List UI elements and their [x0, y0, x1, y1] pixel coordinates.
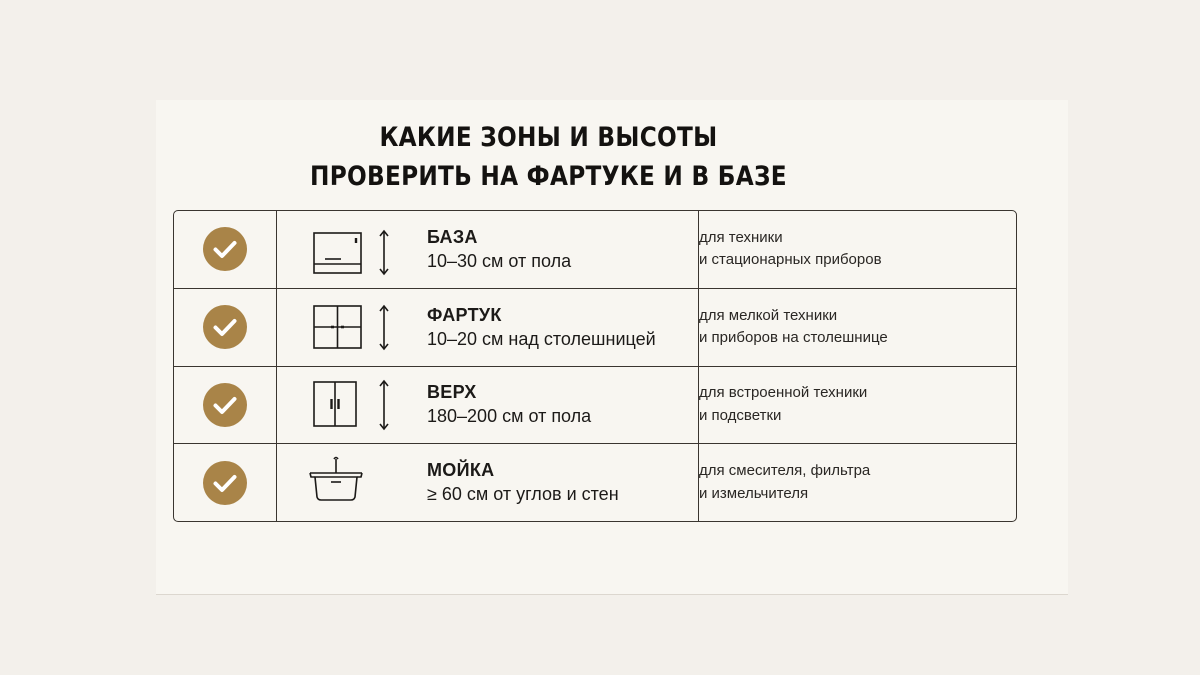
- zone-name: МОЙКА: [427, 460, 495, 481]
- check-icon: [203, 383, 247, 427]
- page-title: [77, 118, 1020, 196]
- note-line: для смесителя, фильтра: [699, 462, 871, 480]
- note-line: для мелкой техники: [699, 306, 838, 324]
- zone-range: ≥ 60 см от углов и стен: [427, 484, 619, 505]
- table-row: [174, 211, 1016, 289]
- zone-cell: [277, 289, 699, 367]
- zone-range: 10–20 см над столешницей: [427, 328, 656, 349]
- zone-cell: [277, 444, 699, 521]
- note-cell: [699, 289, 1016, 367]
- sink-icon: [277, 445, 427, 521]
- note-cell: [699, 211, 1016, 289]
- table-row: [174, 367, 1016, 445]
- check-cell: [174, 444, 277, 521]
- zone-name: ФАРТУК: [427, 304, 502, 325]
- zones-table: [173, 210, 1017, 522]
- table-row: [174, 289, 1016, 367]
- zone-cell: [277, 211, 699, 289]
- zone-name: БАЗА: [427, 226, 478, 247]
- check-icon: [203, 461, 247, 505]
- check-cell: [174, 211, 277, 289]
- zone-cell: [277, 367, 699, 445]
- table-row: [174, 444, 1016, 521]
- check-cell: [174, 289, 277, 367]
- note-line: для техники: [699, 228, 783, 246]
- base-cabinet-icon: [277, 211, 427, 287]
- check-icon: [203, 227, 247, 271]
- title-line-2: ПРОВЕРИТЬ НА ФАРТУКЕ И В БАЗЕ: [310, 161, 787, 192]
- note-line: и приборов на столешнице: [699, 329, 888, 347]
- backsplash-panel-icon: [277, 289, 427, 365]
- check-icon: [203, 305, 247, 349]
- check-cell: [174, 367, 277, 445]
- zone-name: ВЕРХ: [427, 382, 477, 403]
- note-line: для встроенной техники: [699, 384, 868, 402]
- note-line: и подсветки: [699, 406, 782, 424]
- zone-range: 180–200 см от пола: [427, 406, 592, 427]
- zone-range: 10–30 см от пола: [427, 250, 572, 271]
- wall-cabinet-icon: [277, 367, 427, 443]
- title-line-1: КАКИЕ ЗОНЫ И ВЫСОТЫ: [379, 122, 718, 153]
- note-line: и стационарных приборов: [699, 251, 882, 269]
- note-cell: [699, 367, 1016, 445]
- note-line: и измельчителя: [699, 484, 809, 502]
- note-cell: [699, 444, 1016, 521]
